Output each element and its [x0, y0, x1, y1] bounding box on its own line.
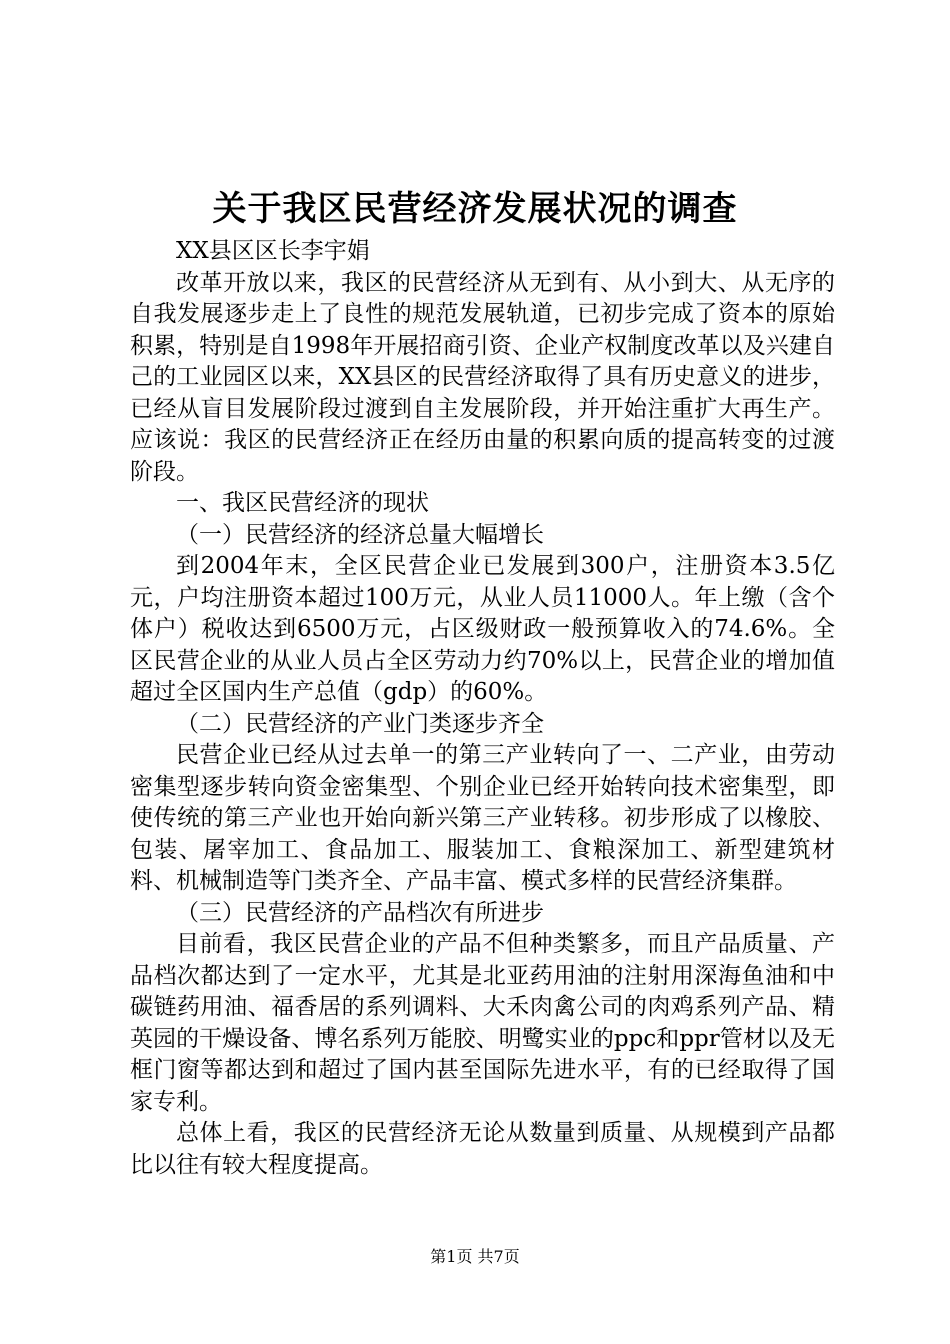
page-footer: 第1页 共7页 — [430, 1247, 520, 1266]
subsection-paragraph-1: 到2004年末，全区民营企业已发展到300户，注册资本3.5亿元，户均注册资本超过100万元，从业人员11000人。年上缴（含个体户）税收达到6500万元，占区级财政一般预算收入的74.6%。全区民营企业的从业人员占全区劳动力约70%以上，民营企业的增加值超过全区国内生产总值（gdp）的60%。 — [130, 553, 835, 705]
subsection-paragraph-2: 民营企业已经从过去单一的第三产业转向了一、二产业，由劳动密集型逐步转向资金密集型、个别企业已经开始转向技术密集型，即使传统的第三产业也开始向新兴第三产业转移。初步形成了以橡胶、包装、屠宰加工、食品加工、服装加工、食粮深加工、新型建筑材料、机械制造等门类齐全、产品丰富、模式多样的民营经济集群。 — [130, 742, 835, 894]
section-heading-status: 一、我区民营经济的现状 — [176, 490, 429, 516]
subsection-heading-2: （二）民营经济的产业门类逐步齐全 — [176, 710, 544, 737]
summary-paragraph: 总体上看，我区的民营经济无论从数量到质量、从规模到产品都比以往有较大程度提高。 — [130, 1120, 835, 1178]
intro-paragraph: 改革开放以来，我区的民营经济从无到有、从小到大、从无序的自我发展逐步走上了良性的规范发展轨道，已初步完成了资本的原始积累，特别是自1998年开展招商引资、企业产权制度改革以及兴建自己的工业园区以来，XX县区的民营经济取得了具有历史意义的进步，已经从盲目发展阶段过渡到自主发展阶段，并开始注重扩大再生产。应该说：我区的民营经济正在经历由量的积累向质的提高转变的过渡阶段。 — [130, 269, 835, 485]
subsection-heading-3: （三）民营经济的产品档次有所进步 — [176, 899, 544, 926]
subsection-paragraph-3: 目前看，我区民营企业的产品不但种类繁多，而且产品质量、产品档次都达到了一定水平，尤其是北亚药用油的注射用深海鱼油和中碳链药用油、福香居的系列调料、大禾肉禽公司的肉鸡系列产品、精英园的干燥设备、博名系列万能胶、明鹭实业的ppc和ppr管材以及无框门窗等都达到和超过了国内甚至国际先进水平，有的已经取得了国家专利。 — [130, 931, 835, 1115]
document-title: 关于我区民营经济发展状况的调查 — [212, 189, 738, 229]
document-body — [130, 236, 835, 1181]
author-line: XX县区区长李宇娟 — [176, 238, 370, 264]
subsection-heading-1: （一）民营经济的经济总量大幅增长 — [176, 521, 544, 548]
